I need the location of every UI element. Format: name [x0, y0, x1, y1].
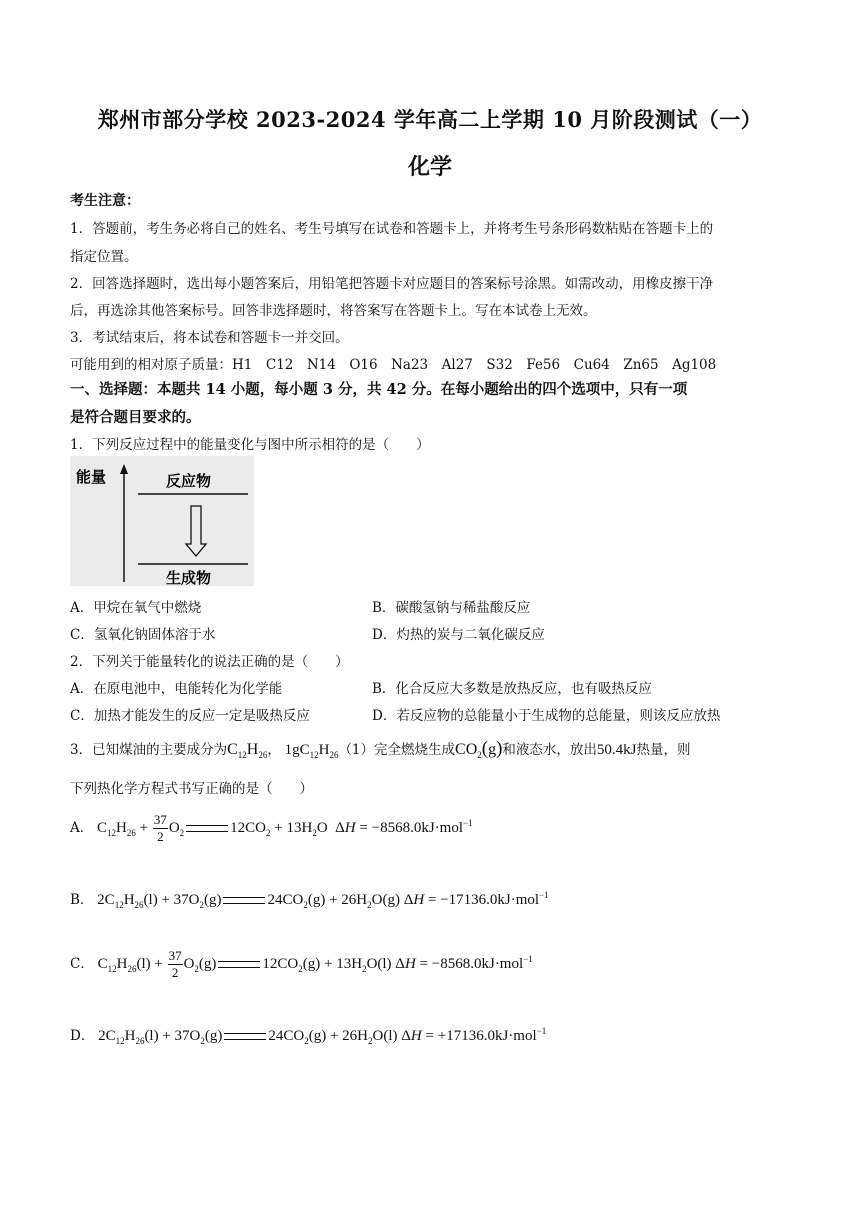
q3-stem-part2: ，	[267, 742, 281, 758]
axis-label: 能量	[76, 468, 107, 486]
q3-option-d-dh: +17136.0kJ·mol	[437, 1028, 537, 1044]
q3-option-c: C． $C_{12}H_{26}(l)$ + $\frac{37}{2}$ $O_2(g) 12CO_2(g) + 13H_2O(l) \Delta H = -8568.0kJ\cdot mol^{-1}$	[70, 948, 533, 980]
q3-option-c-label: C．	[70, 955, 94, 972]
q3-stem-part1: 3．已知煤油的主要成分为	[70, 742, 228, 758]
notice-line-2a: 2．回答选择题时，选出每小题答案后，用铅笔把答题卡对应题目的答案标号涂黑。如需改动，用橡皮擦干净	[70, 276, 714, 292]
q1-stem: 1．下列反应过程中的能量变化与图中所示相符的是（ ）	[70, 437, 430, 453]
q2-option-d: D．若反应物的总能量小于生成物的总能量，则该反应放热	[372, 708, 721, 724]
notice-line-1b: 指定位置。	[70, 249, 138, 265]
down-arrow-icon	[186, 506, 206, 556]
q1-option-a: A．甲烷在氧气中燃烧	[70, 600, 202, 616]
q3-stem-line1: 3．已知煤油的主要成分为$C_{12}H_{26}$， $1gC_{12}H_{26}(1)$完全燃烧生成$CO_2(g)$和液态水，放出50.4kJ热量，则	[70, 738, 691, 761]
section-heading-line1: 一、选择题：本题共 14 小题，每小题 3 分，共 42 分。在每小题给出的四个选项中，只有一项	[70, 381, 688, 398]
q1-option-c: C．氢氧化钠固体溶于水	[70, 627, 216, 643]
axis-arrow-icon	[120, 464, 128, 474]
q3-option-a-dh: −8568.0kJ·mol	[371, 819, 463, 836]
q1-option-b: B．碳酸氢钠与稀盐酸反应	[372, 600, 531, 616]
q1-option-d: D．灼热的炭与二氧化碳反应	[372, 627, 545, 643]
q3-stem-part4: 和液态水，放出	[502, 742, 597, 758]
q3-option-a: A． $C_{12}H_{26}$ + $\frac{37}{2}$ $O_2$ $12CO_2 + 13H_2O$ ΔH = −8568.0kJ·mol$^{-1}$	[70, 812, 473, 844]
q3-option-b-label: B．	[70, 892, 94, 908]
q3-stem-part3: （1）完全燃烧生成	[338, 742, 456, 758]
q2-option-b: B．化合反应大多数是放热反应，也有吸热反应	[372, 681, 652, 697]
q2-option-c: C．加热才能发生的反应一定是吸热反应	[70, 708, 310, 724]
q3-option-b: B． $2C_{12}H_{26}(l) + 37O_2(g) 24CO_2(g) + 26H_2O(g) \Delta H = -17136.0kJ\cdot mol^{-1}$	[70, 890, 549, 910]
atomic-masses: 可能用到的相对原子质量：H1 C12 N14 O16 Na23 Al27 S32 Fe56 Cu64 Zn65 Ag108	[70, 357, 717, 373]
page-title: 郑州市部分学校 2023-2024 学年高二上学期 10 月阶段测试（一）	[97, 107, 763, 132]
q3-option-b-dh: −17136.0kJ·mol	[440, 892, 540, 908]
q3-stem-part5: 热量，则	[636, 742, 691, 758]
q3-option-a-label: A．	[70, 819, 94, 836]
q3-option-d: D． $2C_{12}H_{26}(l) + 37O_2(g) 24CO_2(g) + 26H_2O(l) \Delta H = +17136.0kJ\cdot mol^{-1}$	[70, 1026, 547, 1046]
notice-line-1a: 1．答题前，考生务必将自己的姓名、考生号填写在试卷和答题卡上，并将考生号条形码数粘贴在答题卡上的	[70, 221, 714, 237]
energy-diagram-svg	[70, 456, 254, 586]
notice-line-3: 3．考试结束后，将本试卷和答题卡一并交回。	[70, 330, 349, 346]
notice-heading: 考生注意：	[70, 193, 140, 209]
section-heading-line2: 是符合题目要求的。	[70, 409, 201, 426]
subject-title: 化学	[407, 154, 452, 180]
q2-stem: 2．下列关于能量转化的说法正确的是（ ）	[70, 654, 349, 670]
reactant-label: 反应物	[166, 472, 212, 490]
product-label: 生成物	[166, 569, 212, 586]
q3-heat-value: 50.4kJ	[596, 742, 637, 758]
q3-stem-line2: 下列热化学方程式书写正确的是（ ）	[70, 781, 313, 797]
q3-option-d-label: D．	[70, 1028, 95, 1044]
notice-line-2b: 后，再选涂其他答案标号。回答非选择题时，将答案写在答题卡上。写在本试卷上无效。	[70, 303, 597, 319]
q3-option-c-dh: −8568.0kJ·mol	[431, 955, 524, 972]
energy-diagram	[70, 456, 254, 586]
q2-option-a: A．在原电池中，电能转化为化学能	[70, 681, 283, 697]
